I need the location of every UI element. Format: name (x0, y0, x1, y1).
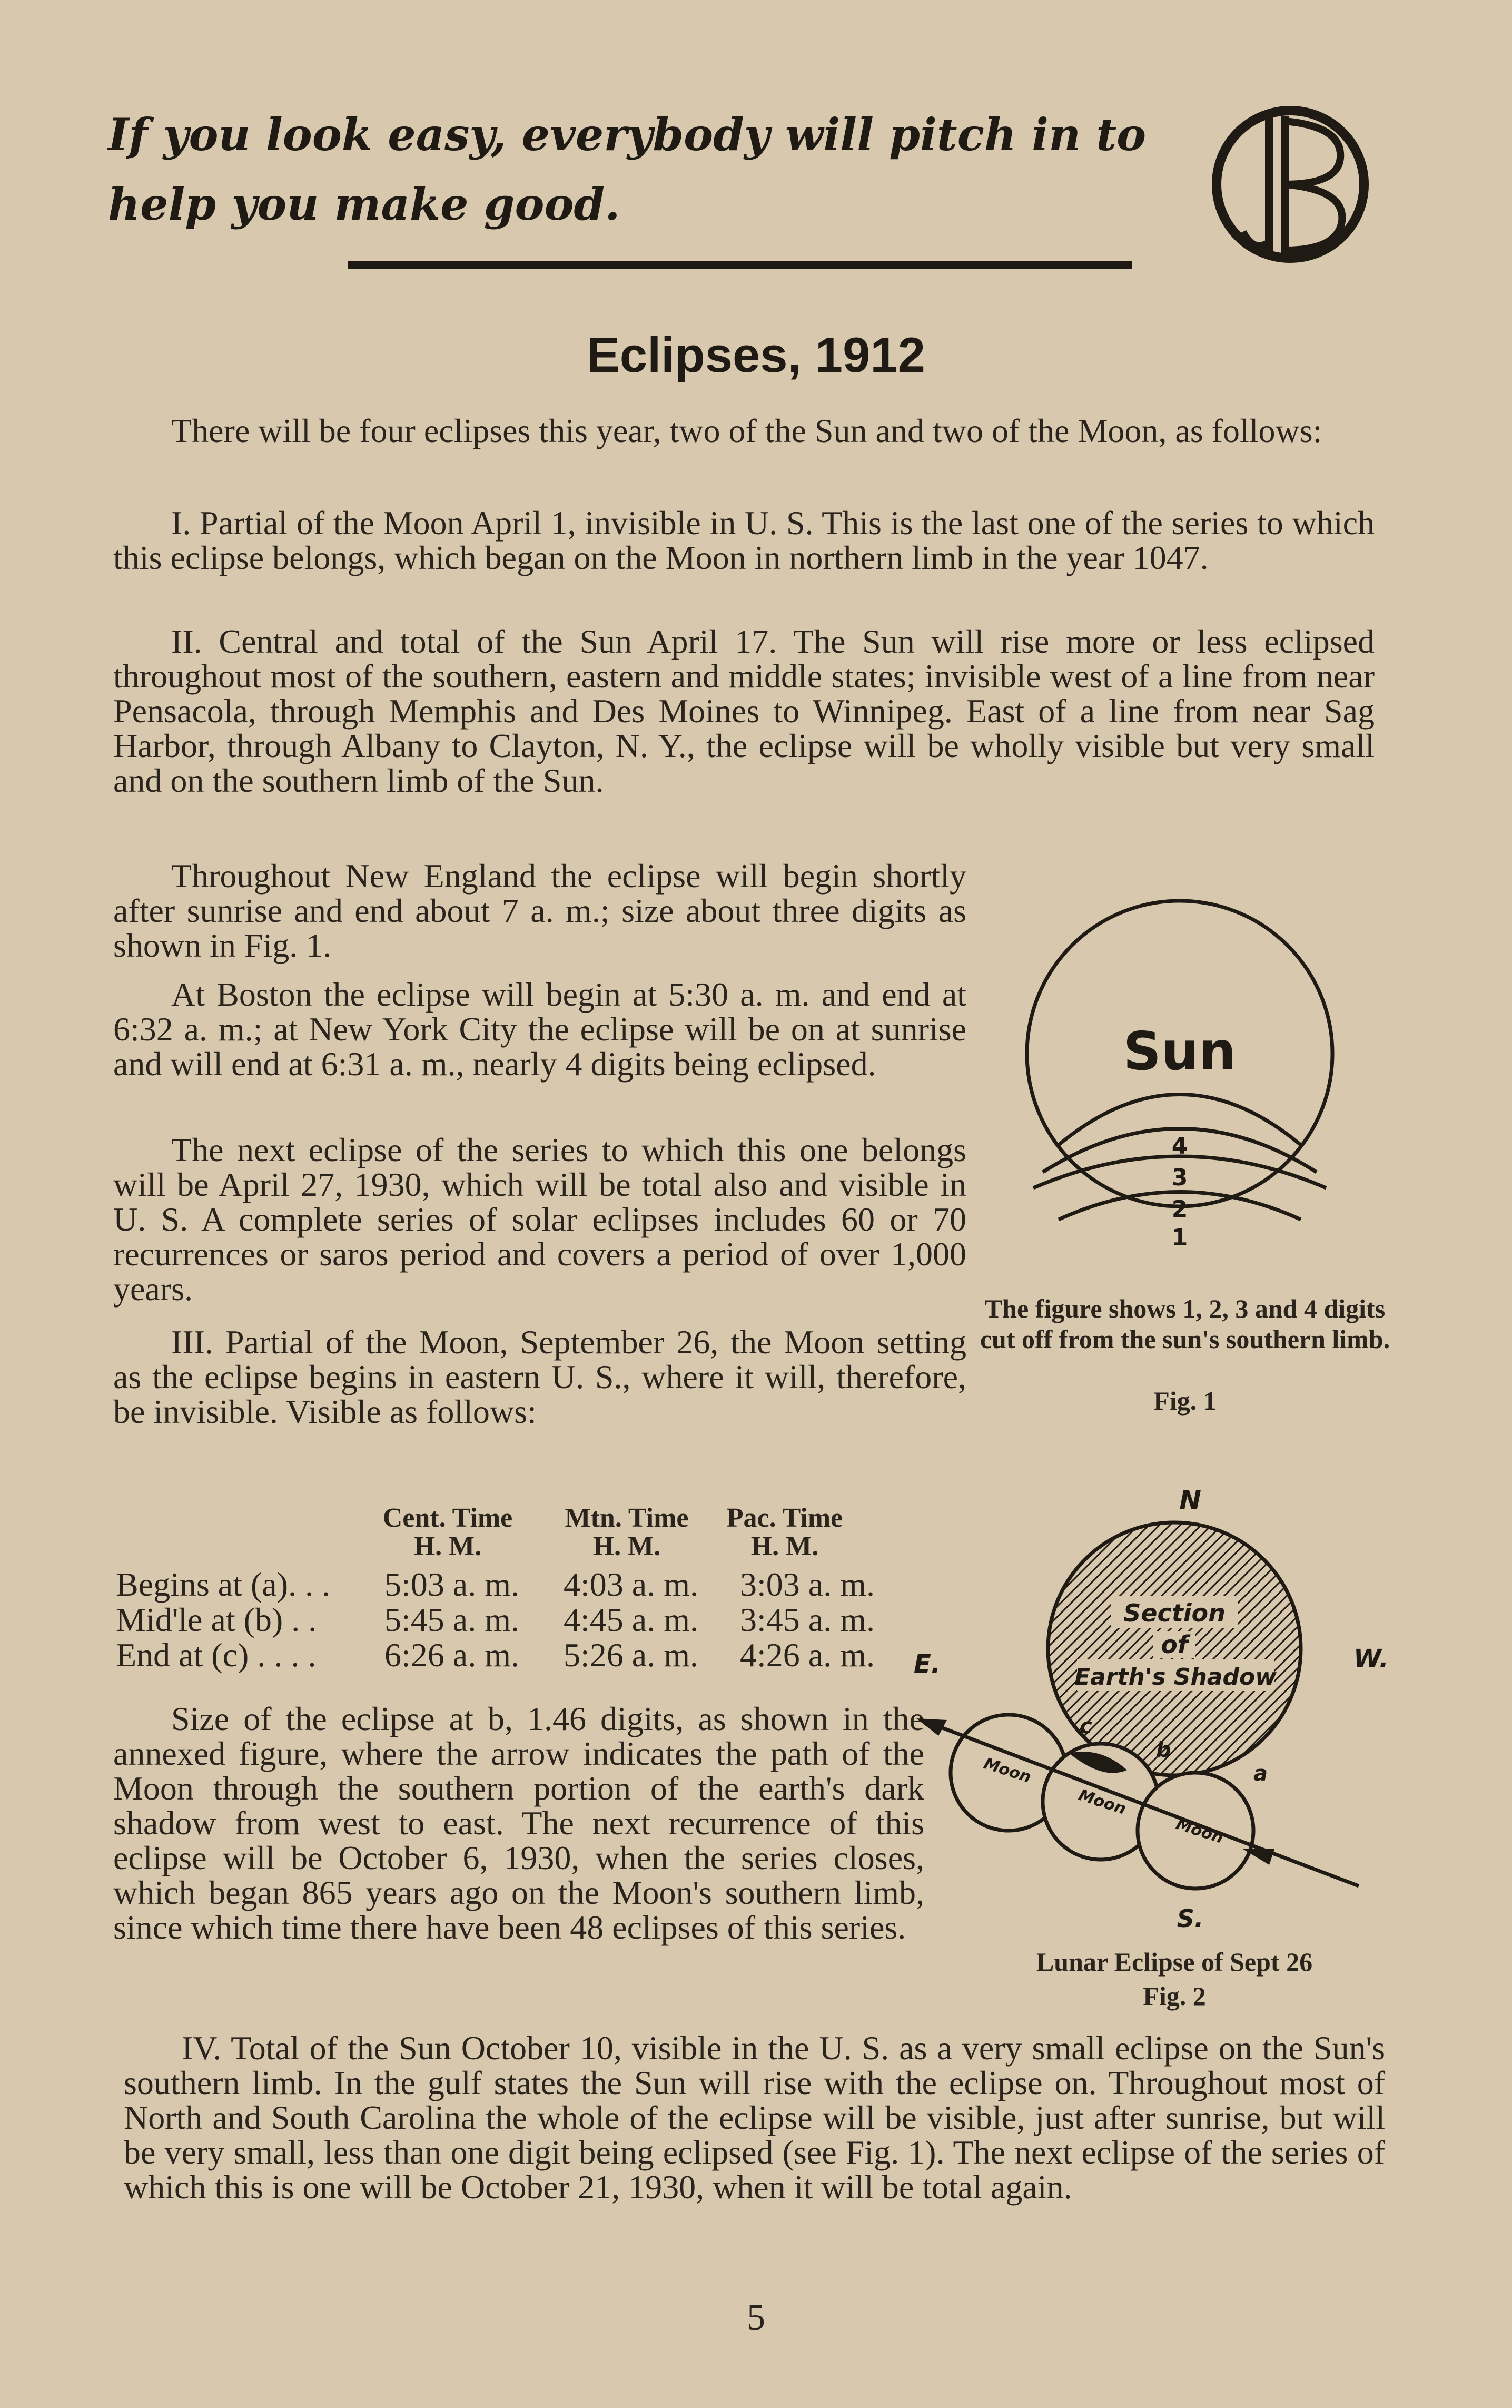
table-cell-mtn: 4:45 a. m. (564, 1601, 698, 1638)
south-label: S. (1177, 1904, 1204, 1933)
west-label: W. (1353, 1644, 1389, 1674)
paragraph-intro-text: There will be four eclipses this year, two of the Sun and two of the Moon, as follows: (171, 412, 1322, 449)
paragraph-boston-text: At Boston the eclipse will begin at 5:30 a. m. and end at 6:32 a. m.; at New York City the eclipse will be on at sunrise and will end at 6:31 a. m., nearly 4 digits being eclipsed. (113, 976, 966, 1083)
fig2-label: Fig. 2 (1143, 1981, 1206, 2011)
paragraph-eclipse-size-text: Size of the eclipse at b, 1.46 digits, as shown in the annexed figure, where the arrow indicates the path of the Moon through the southern portion of the earth's dark shadow from west to east. The next recurrence of this eclipse will be October 6, 1930, when the series closes, which began 865 years ago on the Moon's southern limb, since which time there have been 48 eclipses of this series. (113, 1700, 924, 1946)
moon-path-arrow-icon (916, 1718, 947, 1736)
fig1-label: Fig. 1 (1153, 1386, 1217, 1416)
paragraph-new-england-text: Throughout New England the eclipse will begin shortly after sunrise and end about 7 a. m.; size about three digits as shown in Fig. 1. (113, 857, 966, 964)
paragraph-eclipse-size (113, 1702, 924, 1945)
table-cell-pac: 4:26 a. m. (740, 1636, 875, 1674)
sun-label: Sun (1123, 1020, 1237, 1082)
point-c-label: c (1080, 1714, 1092, 1738)
table-header-cent-line2: H. M. (413, 1531, 482, 1561)
digit-label-1: 1 (1171, 1224, 1188, 1251)
paragraph-eclipse-2-text: II. Central and total of the Sun April 17. The Sun will rise more or less eclipsed throughout most of the southern, eastern and middle states; invisible west of a line from near Pensacola, through Memphis and Des Moines to Winnipeg. East of a line from near Sag Harbor, through Albany to Clayton, N. Y., the eclipse will be wholly visible but very small and on the southern limb of the Sun. (113, 623, 1375, 799)
table-header-cent-line1: Cent. Time (382, 1503, 513, 1533)
table-header-mtn-line2: H. M. (592, 1531, 661, 1561)
table-cell-cent: 5:45 a. m. (384, 1601, 519, 1638)
paragraph-eclipse-1 (113, 506, 1375, 575)
table-header-mtn-line1: Mtn. Time (565, 1503, 689, 1533)
paragraph-eclipse-1-text: I. Partial of the Moon April 1, invisible in U. S. This is the last one of the series to which this eclipse belongs, which began on the Moon in northern limb in the year 1047. (113, 504, 1375, 576)
table-header-pac-line2: H. M. (750, 1531, 819, 1561)
digit-label-3: 3 (1171, 1164, 1188, 1191)
paragraph-eclipse-2 (113, 624, 1375, 798)
moon-label-c: Moon (981, 1754, 1034, 1787)
table-cell-cent: 6:26 a. m. (384, 1636, 519, 1674)
north-label: N (1179, 1486, 1201, 1516)
fig2-lunar-eclipse-diagram (906, 1486, 1390, 1933)
table-cell-pac: 3:45 a. m. (740, 1601, 875, 1638)
paragraph-eclipse-4-text: IV. Total of the Sun October 10, visible in the U. S. as a very small eclipse on the Sun's southern limb. In the gulf states the Sun will rise with the eclipse on. Throughout most of North and South Carolina the whole of the eclipse will be visible, just after sunrise, but will be very small, less than one digit being eclipsed (see Fig. 1). The next eclipse of the series of which this is one will be October 21, 1930, when it will be total again. (124, 2029, 1385, 2206)
paragraph-eclipse-3-text: III. Partial of the Moon, September 26, the Moon setting as the eclipse begins in eastern U. S., where it will, therefore, be invisible. Visible as follows: (113, 1323, 966, 1430)
table-header-pac-line1: Pac. Time (726, 1503, 843, 1533)
point-b-label: b (1156, 1738, 1171, 1762)
digit-label-2: 2 (1171, 1196, 1188, 1223)
table-row-label: Begins at (a). . . (116, 1566, 330, 1603)
digit-label-4: 4 (1171, 1133, 1188, 1159)
table-header-cent (369, 1504, 527, 1561)
east-label: E. (914, 1649, 941, 1679)
header-rule (348, 261, 1132, 269)
point-a-label: a (1253, 1762, 1268, 1786)
table-cell-mtn: 5:26 a. m. (564, 1636, 698, 1674)
shadow-label-1: Section (1123, 1599, 1226, 1627)
header-motto: If you look easy, everybody will pitch in to help you make good. (108, 109, 1147, 230)
table-cell-pac: 3:03 a. m. (740, 1566, 875, 1603)
table-header-pac (706, 1504, 864, 1561)
paragraph-next-eclipse-text: The next eclipse of the series to which this one belongs will be April 27, 1930, which will be total also and visible in U. S. A complete series of solar eclipses includes 60 or 70 recurrences or saros period and covers a period of over 1,000 years. (113, 1131, 966, 1308)
paragraph-intro (113, 414, 1375, 448)
publisher-logo-icon (1206, 100, 1375, 269)
table-cell-cent: 5:03 a. m. (384, 1566, 519, 1603)
table-cell-mtn: 4:03 a. m. (564, 1566, 698, 1603)
paragraph-boston (113, 977, 966, 1082)
table-header-mtn (548, 1504, 706, 1561)
shadow-label-3: Earth's Shadow (1074, 1664, 1277, 1690)
shadow-label-2: of (1161, 1630, 1188, 1659)
page-number: 5 (747, 2297, 765, 2338)
table-row-label: Mid'le at (b) . . (116, 1601, 317, 1638)
page-title: Eclipses, 1912 (587, 327, 925, 382)
table-row-label: End at (c) . . . . (116, 1636, 317, 1674)
fig2-caption: Lunar Eclipse of Sept 26 (1036, 1947, 1313, 1977)
moon-label-b: Moon (1076, 1786, 1129, 1819)
fig1-sun-diagram (974, 848, 1375, 1296)
paragraph-next-eclipse (113, 1133, 966, 1306)
fig1-caption: The figure shows 1, 2, 3 and 4 digits cut off from the sun's southern limb. (980, 1294, 1390, 1354)
moon-label-a: Moon (1173, 1815, 1226, 1847)
paragraph-eclipse-4 (124, 2031, 1385, 2205)
paragraph-new-england (113, 859, 966, 963)
paragraph-eclipse-3 (113, 1325, 966, 1429)
